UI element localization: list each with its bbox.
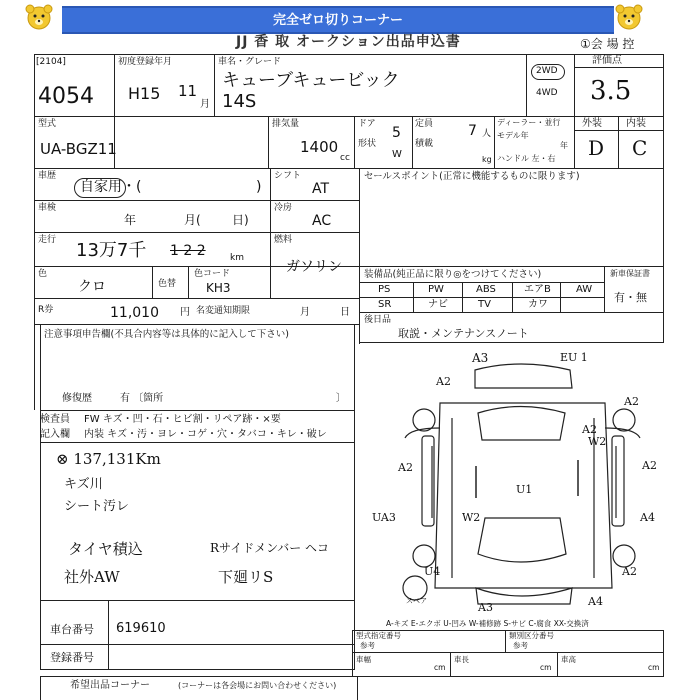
car-name: キューブキュービック bbox=[222, 70, 400, 91]
shift-label: シフト bbox=[274, 171, 302, 181]
score-label: 評価点 bbox=[592, 55, 622, 66]
equipment-ps: PS bbox=[378, 284, 391, 295]
recycle-label: R券 bbox=[38, 305, 54, 315]
drive-4wd: 4WD bbox=[536, 88, 558, 98]
car-name-label: 車名・グレード bbox=[218, 57, 282, 67]
recycle-unit: 円 bbox=[180, 307, 190, 318]
exterior-label: 外装 bbox=[582, 118, 602, 129]
first-reg-month: 11 bbox=[178, 82, 198, 100]
note-scratch: キズ川 bbox=[64, 477, 103, 492]
vehicle-use: 自家用・( bbox=[80, 179, 142, 195]
vehicle-label: 車歴 bbox=[38, 171, 57, 181]
shape-label: 形状 bbox=[358, 139, 377, 149]
ac-label: 冷房 bbox=[274, 203, 293, 213]
spec-class-label: 類別区分番号 bbox=[509, 631, 554, 640]
equipment-navi: ナビ bbox=[428, 299, 448, 310]
load-unit: kg bbox=[482, 155, 492, 164]
note-seat: シート汚レ bbox=[64, 499, 130, 514]
diagram-label-a2-rf: A2 bbox=[624, 395, 639, 408]
diagram-label-a3-bottom: A3 bbox=[478, 601, 493, 614]
diagram-label-a2-l: A2 bbox=[398, 461, 413, 474]
lot-number: 4054 bbox=[38, 84, 94, 109]
equipment-airbag: エアB bbox=[524, 284, 551, 295]
inspector-label: 検査員 bbox=[40, 414, 70, 425]
note-aw: 社外AW bbox=[64, 568, 120, 586]
name-change-month: 月 bbox=[300, 307, 310, 318]
inspection-day: 日) bbox=[232, 213, 249, 227]
after-value: 取説・メンテナンスノート bbox=[398, 327, 529, 340]
model-year-unit: 年 bbox=[560, 141, 568, 150]
ac: AC bbox=[312, 213, 332, 229]
note-mileage: ⊗ 137,131Km bbox=[56, 450, 161, 468]
diagram-label-spare: スペア bbox=[406, 597, 427, 605]
first-reg-month-unit: 月 bbox=[200, 99, 210, 110]
mileage-label: 走行 bbox=[38, 235, 57, 245]
color-code-label: 色コード bbox=[194, 269, 231, 279]
displacement: 1400 bbox=[300, 138, 339, 156]
score: 3.5 bbox=[590, 76, 632, 106]
exterior-grade: D bbox=[588, 136, 605, 160]
note-tire: タイヤ積込 bbox=[68, 540, 143, 558]
fuel: ガソリン bbox=[286, 259, 342, 275]
after-label: 後日品 bbox=[364, 315, 392, 325]
diagram-label-a2-rw: A2 bbox=[582, 423, 597, 436]
note-underbody: 下廻リS bbox=[218, 568, 274, 586]
mileage-struck: 1 2 2 bbox=[170, 243, 206, 259]
capacity-unit: 人 bbox=[482, 129, 492, 139]
shift: AT bbox=[312, 181, 330, 197]
model: UA-BGZ11 bbox=[40, 140, 117, 158]
new-car-warranty-label: 新車保証書 bbox=[610, 269, 650, 278]
name-change-day: 日 bbox=[340, 307, 350, 318]
fuel-label: 燃料 bbox=[274, 235, 293, 245]
spec-class-sub: 参考 bbox=[513, 641, 528, 650]
diagram-label-a4-rear: A4 bbox=[588, 595, 603, 608]
damage-legend: A-キズ E-エクボ U-凹み W-補修跡 S-サビ C-腐食 XX-交換済 bbox=[386, 619, 589, 628]
diagram-label-a4-r: A4 bbox=[640, 511, 655, 524]
bear-mascot-icon bbox=[24, 2, 54, 32]
door-label: ドア bbox=[358, 119, 376, 129]
inspector-row: FW キズ・凹・石・ヒビ割・リペア跡・×要 bbox=[84, 414, 281, 425]
banner-title: 完全ゼロ切りコーナー bbox=[272, 13, 403, 28]
inspection-year: 年 bbox=[124, 213, 137, 227]
diagram-label-u4: U4 bbox=[424, 565, 441, 578]
diagram-label-ua3: UA3 bbox=[372, 511, 396, 524]
spec-length-unit: cm bbox=[540, 663, 552, 672]
diagram-label-a3-top: A3 bbox=[472, 351, 489, 365]
record-row: 内装 キズ・汚・ヨレ・コゲ・穴・タバコ・キレ・破レ bbox=[84, 429, 327, 440]
diagram-label-eu1: EU 1 bbox=[560, 351, 588, 364]
recycle-amount: 11,010 bbox=[110, 305, 159, 321]
diagram-label-u1: U1 bbox=[516, 483, 533, 496]
spec-type-sub: 参考 bbox=[360, 641, 375, 650]
equipment-leather: カワ bbox=[528, 299, 548, 310]
inspection-label: 車検 bbox=[38, 203, 57, 213]
warranty-value: 有・無 bbox=[614, 291, 647, 304]
color: クロ bbox=[78, 279, 106, 295]
first-reg-label: 初度登録年月 bbox=[118, 57, 173, 67]
doors: 5 bbox=[392, 125, 401, 141]
interior-grade: C bbox=[632, 136, 648, 160]
equipment-tv: TV bbox=[478, 299, 491, 310]
equipment-abs: ABS bbox=[476, 284, 496, 295]
sheet-heading: JJ 香 取 オークション出品申込書 bbox=[236, 34, 461, 50]
equipment-label: 装備品(純正品に限り◎をつけてください) bbox=[364, 269, 542, 280]
diagram-label-w2-l: W2 bbox=[462, 511, 481, 524]
chassis-number: 619610 bbox=[116, 621, 166, 636]
color-code-divider bbox=[188, 266, 189, 298]
repair-value: 有 〔箇所 bbox=[120, 393, 164, 404]
spec-height-unit: cm bbox=[648, 663, 660, 672]
dealer-label: ディーラー・並行 bbox=[497, 118, 561, 127]
diagram-label-a2-lf: A2 bbox=[436, 375, 451, 388]
drive-2wd: 2WD bbox=[536, 66, 558, 76]
capacity-label: 定員 bbox=[415, 119, 434, 129]
vehicle-use-close: ) bbox=[256, 179, 262, 195]
mileage-unit: km bbox=[230, 253, 244, 263]
wish-note: (コーナーは各会場にお問い合わせください) bbox=[178, 681, 337, 690]
name-change-label: 名変通知期限 bbox=[196, 306, 251, 316]
equipment-aw: AW bbox=[576, 284, 593, 295]
record-label: 記入欄 bbox=[40, 429, 70, 440]
displacement-label: 排気量 bbox=[272, 119, 300, 129]
model-year-label: モデル年 bbox=[497, 131, 529, 140]
capacity: 7 bbox=[468, 123, 477, 139]
repair-close: 〕 bbox=[336, 393, 346, 404]
equipment-pw: PW bbox=[428, 284, 444, 295]
notice-label: 注意事項申告欄(不具合内容等は具体的に記入して下さい) bbox=[44, 329, 289, 340]
color-code: KH3 bbox=[206, 281, 231, 295]
sales-point-label: セールスポイント(正常に機能するものに限ります) bbox=[364, 171, 580, 182]
displacement-unit: cc bbox=[340, 153, 350, 163]
repair-label: 修復歴 bbox=[62, 393, 92, 404]
bear-mascot-icon bbox=[614, 2, 644, 32]
diagram-label-a2-rr: A2 bbox=[622, 565, 637, 578]
reg-number-label: 登録番号 bbox=[50, 651, 94, 664]
first-reg-era: H15 bbox=[128, 84, 161, 103]
interior-label: 内装 bbox=[626, 118, 646, 129]
handle-label: ハンドル 左・右 bbox=[497, 154, 556, 163]
note-side-member: Rサイドメンバー ヘコ bbox=[210, 541, 330, 555]
inspection-month: 月( bbox=[184, 213, 201, 227]
shape: W bbox=[392, 149, 402, 160]
diagram-label-a2-r: A2 bbox=[642, 459, 657, 472]
spec-width-unit: cm bbox=[434, 663, 446, 672]
diagram-label-w2-r: W2 bbox=[588, 435, 607, 448]
spec-width-label: 車幅 bbox=[356, 655, 371, 664]
model-label: 型式 bbox=[38, 119, 57, 129]
wish-label: 希望出品コーナー bbox=[70, 680, 150, 691]
load-label: 積載 bbox=[415, 139, 434, 149]
spec-height-label: 車高 bbox=[561, 655, 576, 664]
color-divider bbox=[152, 266, 153, 298]
spec-length-label: 車長 bbox=[454, 655, 469, 664]
color-label: 色 bbox=[38, 269, 48, 279]
chassis-label: 車台番号 bbox=[50, 623, 94, 636]
venue-copy: ①会 場 控 bbox=[580, 37, 635, 51]
spec-type-label: 型式指定番号 bbox=[356, 631, 401, 640]
lot-code: [2104] bbox=[36, 57, 66, 67]
grade: 14S bbox=[222, 91, 257, 112]
color-change-label: 色替 bbox=[158, 279, 177, 289]
equipment-sr: SR bbox=[378, 299, 392, 310]
mileage: 13万7千 bbox=[76, 240, 147, 261]
